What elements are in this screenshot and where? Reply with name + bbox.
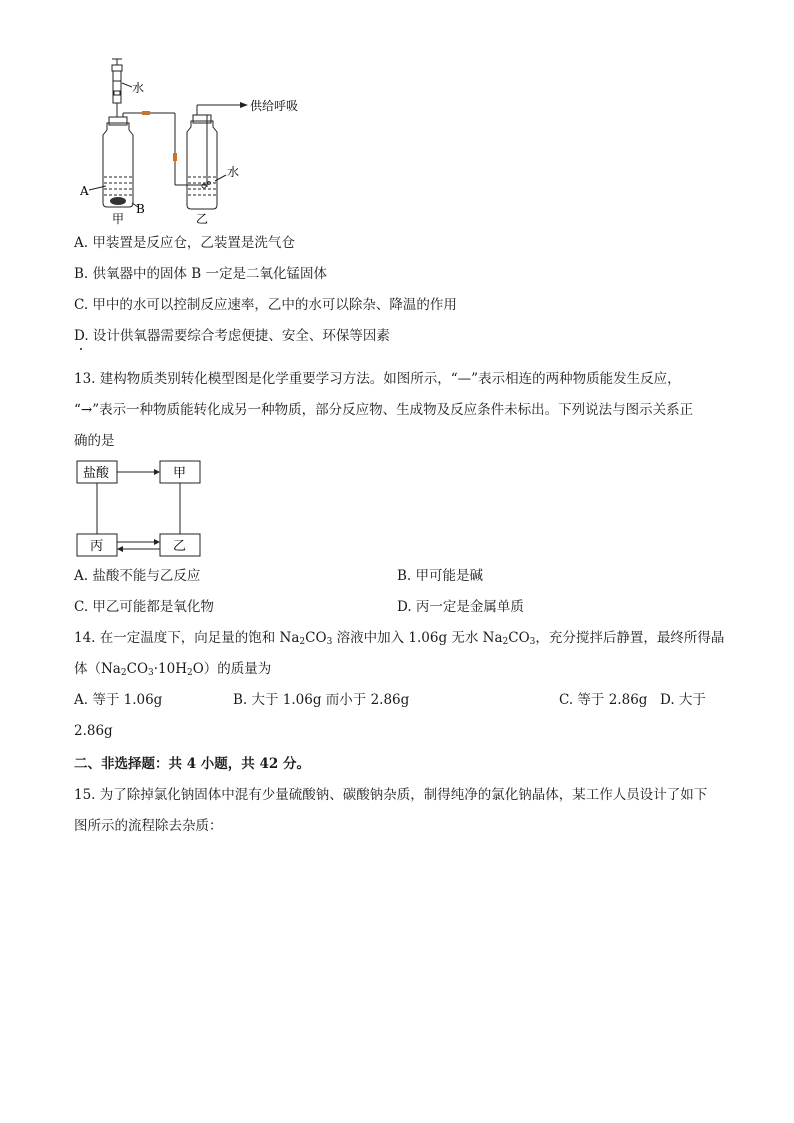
box-jia-label: 甲	[173, 466, 187, 481]
q12-option-b: B. 供氧器中的固体 B 一定是二氧化锰固体	[74, 266, 328, 282]
q13-stem-line2: “→”表示一种物质能转化成另一种物质，部分反应物、生成物及反应条件未标出。下列说法与图示关系正	[74, 402, 694, 418]
box-bing-label: 丙	[90, 539, 104, 554]
q14-option-c: C. 等于 2.86g	[559, 692, 648, 708]
q14-option-a: A. 等于 1.06g	[74, 692, 163, 708]
q12-option-d: D. 设计供氧器需要综合考虑便捷、安全、环保等因素	[74, 328, 390, 344]
q15-stem-line2: 图所示的流程除去杂质：	[74, 818, 223, 834]
q14-stem-line1: 14. 在一定温度下，向足量的饱和 $Na_2CO_3$ 溶液中加入 1.06g 无水 $Na_2CO_3$，充分搅拌后静置，最终所得晶	[74, 630, 725, 647]
q13-option-b: B. 甲可能是碱	[397, 568, 484, 584]
q14-option-b: B. 大于 1.06g 而小于 2.86g	[233, 692, 410, 708]
label-b: B	[136, 202, 145, 216]
q14-option-d: D. 大于	[660, 692, 706, 708]
water-label-top: 水	[132, 81, 145, 95]
q12-option-a: A. 甲装置是反应仓，乙装置是洗气仓	[74, 235, 295, 251]
q13-stem-line1: 13. 建构物质类别转化模型图是化学重要学习方法。如图所示，“—”表示相连的两种物质能发生反应，	[74, 371, 681, 387]
q13-stem-line3: 确的是	[74, 433, 115, 449]
q12-option-c: C. 甲中的水可以控制反应速率，乙中的水可以除杂、降温的作用	[74, 297, 457, 313]
q13-option-c: C. 甲乙可能都是氧化物	[74, 599, 214, 615]
q13-transformation-diagram	[74, 458, 214, 560]
label-yi: 乙	[196, 212, 209, 226]
q15-stem-line1: 15. 为了除掉氯化钠固体中混有少量硫酸钠、碳酸钠杂质，制得纯净的氯化钠晶体，某工作人员设计了如下	[74, 787, 708, 803]
supply-breathing-label: 供给呼吸	[250, 99, 299, 113]
box-yi-label: 乙	[173, 539, 187, 554]
label-jia: 甲	[112, 212, 125, 226]
water-label-right: 水	[227, 165, 240, 179]
q14-option-d-continued: 2.86g	[74, 723, 113, 739]
box-hcl-label: 盐酸	[83, 466, 110, 481]
stray-dot	[80, 348, 82, 350]
q14-stem-line2: 体$(Na_2CO_3\cdot 10H_2O)$的质量为	[74, 661, 272, 678]
label-a: A	[80, 184, 89, 198]
q13-option-d: D. 丙一定是金属单质	[397, 599, 524, 615]
section-2-title: 二、非选择题：共 4 小题，共 42 分。	[74, 756, 310, 772]
oxygen-supply-apparatus-figure	[70, 55, 330, 230]
q13-option-a: A. 盐酸不能与乙反应	[74, 568, 201, 584]
